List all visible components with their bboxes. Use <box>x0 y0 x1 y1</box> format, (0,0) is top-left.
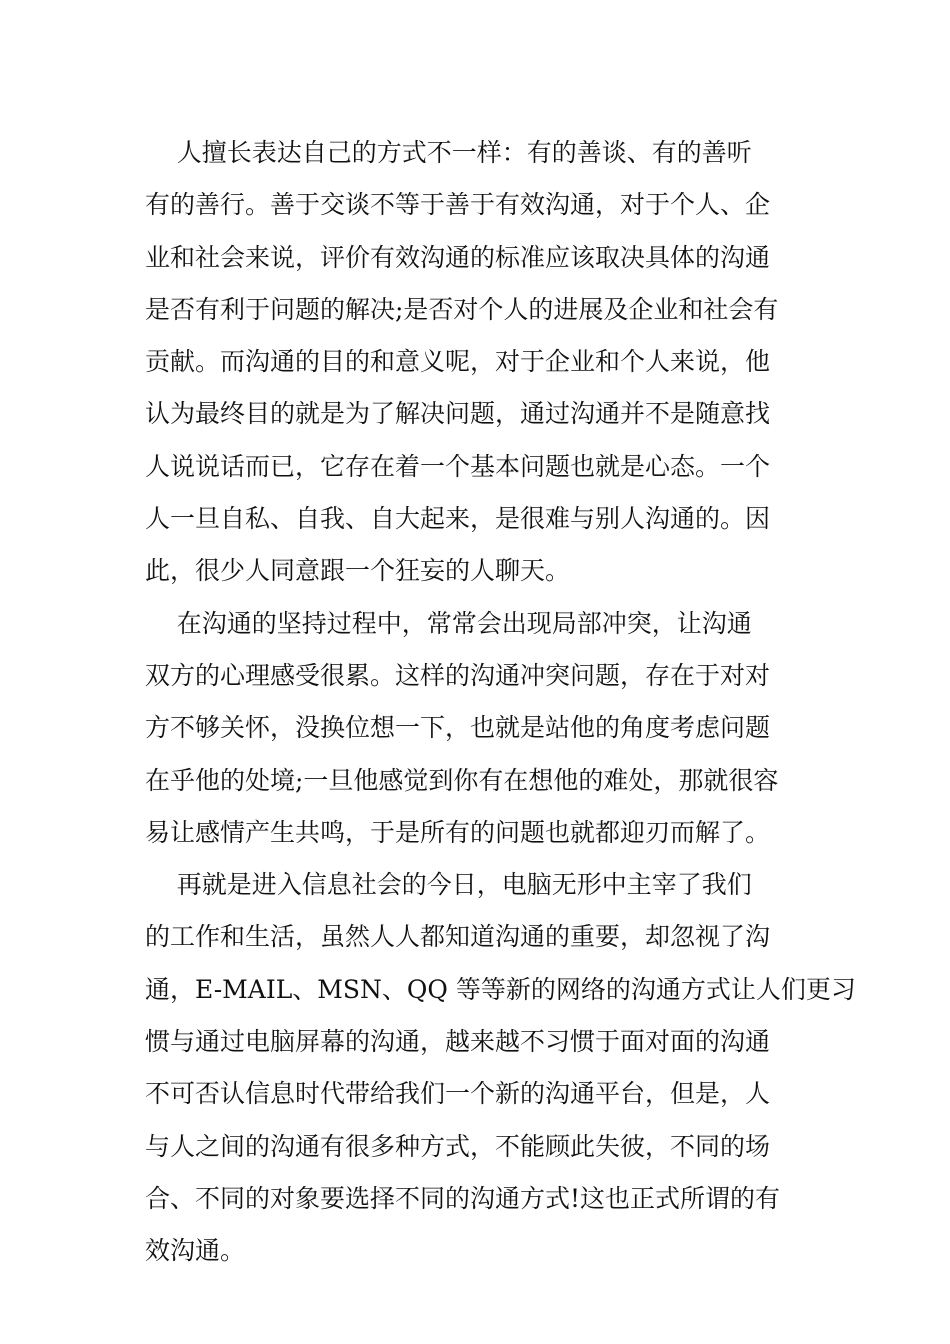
text-line: 双方的心理感受很累。这样的沟通冲突问题，存在于对对 <box>145 660 771 690</box>
text-line: 易让感情产生共鸣，于是所有的问题也就都迎刃而解了。 <box>145 817 771 847</box>
text-line: 人擅长表达自己的方式不一样：有的善谈、有的善听 <box>145 138 752 167</box>
text-line: 不可否认信息时代带给我们一个新的沟通平台，但是，人 <box>145 1079 771 1109</box>
document-body <box>145 127 856 1278</box>
text-line: 再就是进入信息社会的今日，电脑无形中主宰了我们 <box>145 870 752 900</box>
text-line: 通，E-MAIL、MSN、QQ 等等新的网络的沟通方式让人们更习 <box>145 974 856 1004</box>
text-line: 此，很少人同意跟一个狂妄的人聊天。 <box>145 556 571 586</box>
text-line: 效沟通。 <box>145 1236 246 1266</box>
text-line: 人一旦自私、自我、自大起来，是很难与别人沟通的。因 <box>145 504 771 534</box>
text-line: 有的善行。善于交谈不等于善于有效沟通，对于个人、企 <box>145 190 771 220</box>
text-line: 合、不同的对象要选择不同的沟通方式!这也正式所谓的有 <box>145 1183 781 1213</box>
text-line: 业和社会来说，评价有效沟通的标准应该取决具体的沟通 <box>145 242 771 272</box>
text-line: 在沟通的坚持过程中，常常会出现局部冲突，让沟通 <box>145 608 752 638</box>
text-line: 与人之间的沟通有很多种方式，不能顾此失彼，不同的场 <box>145 1131 771 1161</box>
text-line: 是否有利于问题的解决;是否对个人的进展及企业和社会有 <box>145 294 779 324</box>
text-line: 的工作和生活，虽然人人都知道沟通的重要，却忽视了沟 <box>145 922 771 952</box>
text-line: 惯与通过电脑屏幕的沟通，越来越不习惯于面对面的沟通 <box>145 1027 771 1057</box>
text-line: 方不够关怀，没换位想一下，也就是站他的角度考虑问题 <box>145 713 771 743</box>
text-line: 在乎他的处境;一旦他感觉到你有在想他的难处，那就很容 <box>145 765 779 795</box>
text-line: 贡献。而沟通的目的和意义呢，对于企业和个人来说，他 <box>145 347 771 377</box>
text-line: 人说说话而已，它存在着一个基本问题也就是心态。一个 <box>145 451 771 481</box>
text-line: 认为最终目的就是为了解决问题，通过沟通并不是随意找 <box>145 399 771 429</box>
